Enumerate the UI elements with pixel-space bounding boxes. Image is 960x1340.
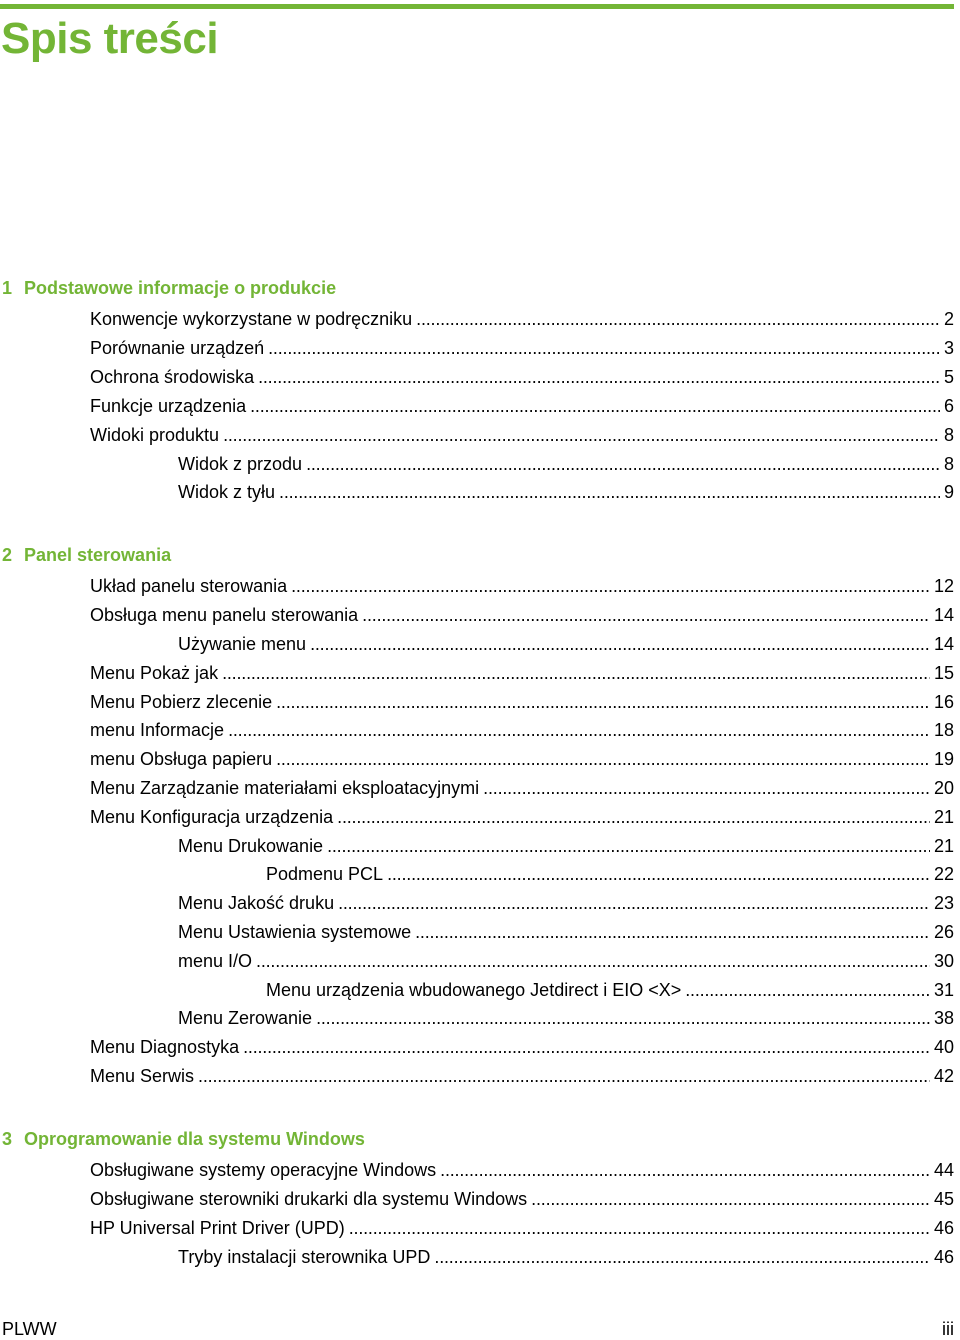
toc-entry[interactable] <box>266 863 954 885</box>
chapter-3-heading[interactable] <box>2 1128 365 1150</box>
dot-leader <box>223 424 940 446</box>
toc-entry-label: Obsługiwane systemy operacyjne Windows <box>90 1160 437 1180</box>
header-rule <box>0 4 954 9</box>
dot-leader <box>310 633 930 655</box>
toc-entry-page: 14 <box>933 605 954 625</box>
toc-entry-page: 8 <box>943 454 954 474</box>
dot-leader <box>387 863 930 885</box>
toc-entry-label: Widoki produktu <box>90 425 220 445</box>
toc-entry-page: 30 <box>933 951 954 971</box>
toc-entry-label: Menu urządzenia wbudowanego Jetdirect i EIO <X> <box>266 980 682 1000</box>
toc-entry-page: 18 <box>933 720 954 740</box>
chapter-title: Podstawowe informacje o produkcie <box>24 278 337 298</box>
toc-entry-page: 9 <box>943 482 954 502</box>
dot-leader <box>531 1188 930 1210</box>
toc-entry-label: menu I/O <box>178 951 253 971</box>
toc-entry-page: 21 <box>933 807 954 827</box>
toc-entry-label: menu Informacje <box>90 720 225 740</box>
toc-entry-label: HP Universal Print Driver (UPD) <box>90 1218 345 1238</box>
toc-entry-label: Widok z tyłu <box>178 482 276 502</box>
toc-entry[interactable] <box>178 892 954 914</box>
dot-leader <box>338 892 930 914</box>
toc-entry-label: Konwencje wykorzystane w podręczniku <box>90 309 413 329</box>
dot-leader <box>198 1065 930 1087</box>
toc-entry-page: 14 <box>933 634 954 654</box>
dot-leader <box>258 366 940 388</box>
toc-entry-page: 20 <box>933 778 954 798</box>
toc-entry-page: 15 <box>933 663 954 683</box>
toc-entry-label: Układ panelu sterowania <box>90 576 288 596</box>
footer-left: PLWW <box>2 1319 57 1339</box>
dot-leader <box>228 719 930 741</box>
toc-entry-page: 8 <box>943 425 954 445</box>
toc-entry-label: Menu Jakość druku <box>178 893 335 913</box>
dot-leader <box>276 748 930 770</box>
toc-entry-page: 45 <box>933 1189 954 1209</box>
dot-leader <box>327 835 930 857</box>
chapter-1-heading[interactable] <box>2 277 336 299</box>
toc-entry-page: 26 <box>933 922 954 942</box>
toc-entry[interactable] <box>90 1036 954 1058</box>
toc-entry[interactable] <box>90 395 954 417</box>
page-title: Spis treści <box>1 14 219 63</box>
dot-leader <box>250 395 940 417</box>
toc-entry[interactable] <box>90 719 954 741</box>
chapter-title: Oprogramowanie dla systemu Windows <box>24 1129 365 1149</box>
toc-entry-page: 46 <box>933 1247 954 1267</box>
toc-entry-label: Menu Pobierz zlecenie <box>90 692 273 712</box>
toc-entry[interactable] <box>90 575 954 597</box>
toc-entry-label: Menu Ustawienia systemowe <box>178 922 412 942</box>
toc-entry-page: 3 <box>943 338 954 358</box>
dot-leader <box>279 481 940 503</box>
toc-entry-label: Podmenu PCL <box>266 864 384 884</box>
toc-entry[interactable] <box>90 1159 954 1181</box>
toc-entry-page: 2 <box>943 309 954 329</box>
toc-entry[interactable] <box>178 950 954 972</box>
dot-leader <box>222 662 930 684</box>
toc-entry-page: 22 <box>933 864 954 884</box>
toc-entry[interactable] <box>90 604 954 626</box>
toc-entry[interactable] <box>90 424 954 446</box>
toc-entry-label: Używanie menu <box>178 634 307 654</box>
toc-entry[interactable] <box>90 777 954 799</box>
toc-entry-label: menu Obsługa papieru <box>90 749 273 769</box>
toc-entry[interactable] <box>90 308 954 330</box>
toc-entry-label: Menu Serwis <box>90 1066 195 1086</box>
toc-entry[interactable] <box>178 835 954 857</box>
toc-entry[interactable] <box>90 1065 954 1087</box>
dot-leader <box>685 979 930 1001</box>
toc-entry-page: 31 <box>933 980 954 1000</box>
toc-entry-page: 38 <box>933 1008 954 1028</box>
toc-entry[interactable] <box>178 1007 954 1029</box>
toc-entry-page: 23 <box>933 893 954 913</box>
dot-leader <box>306 453 940 475</box>
toc-entry-page: 21 <box>933 836 954 856</box>
toc-entry[interactable] <box>90 748 954 770</box>
dot-leader <box>243 1036 930 1058</box>
toc-entry[interactable] <box>90 1188 954 1210</box>
toc-entry[interactable] <box>90 806 954 828</box>
toc-entry-page: 6 <box>943 396 954 416</box>
dot-leader <box>415 921 930 943</box>
toc-entry[interactable] <box>266 979 954 1001</box>
toc-entry[interactable] <box>178 453 954 475</box>
chapter-number: 2 <box>2 545 13 565</box>
toc-entry-label: Widok z przodu <box>178 454 303 474</box>
toc-entry-label: Obsługa menu panelu sterowania <box>90 605 359 625</box>
dot-leader <box>362 604 930 626</box>
toc-entry-page: 46 <box>933 1218 954 1238</box>
dot-leader <box>434 1246 930 1268</box>
toc-entry[interactable] <box>90 366 954 388</box>
toc-entry-label: Funkcje urządzenia <box>90 396 247 416</box>
dot-leader <box>337 806 930 828</box>
toc-entry-page: 12 <box>933 576 954 596</box>
toc-entry-label: Menu Zarządzanie materiałami eksploatacyjnymi <box>90 778 480 798</box>
toc-entry-label: Menu Drukowanie <box>178 836 324 856</box>
toc-entry[interactable] <box>178 921 954 943</box>
chapter-number: 1 <box>2 278 13 298</box>
toc-entry-page: 19 <box>933 749 954 769</box>
dot-leader <box>440 1159 930 1181</box>
toc-entry-label: Menu Konfiguracja urządzenia <box>90 807 334 827</box>
toc-entry-page: 42 <box>933 1066 954 1086</box>
dot-leader <box>291 575 930 597</box>
dot-leader <box>276 691 930 713</box>
toc-entry-label: Menu Pokaż jak <box>90 663 219 683</box>
toc-entry[interactable] <box>90 691 954 713</box>
toc-entry-label: Ochrona środowiska <box>90 367 255 387</box>
toc-entry-label: Obsługiwane sterowniki drukarki dla systemu Windows <box>90 1189 528 1209</box>
toc-entry-label: Menu Zerowanie <box>178 1008 313 1028</box>
chapter-number: 3 <box>2 1129 13 1149</box>
toc-entry-label: Menu Diagnostyka <box>90 1037 240 1057</box>
dot-leader <box>349 1217 930 1239</box>
toc-entry-page: 44 <box>933 1160 954 1180</box>
toc-entry[interactable] <box>178 481 954 503</box>
page-number: iii <box>942 1319 954 1339</box>
chapter-title: Panel sterowania <box>24 545 172 565</box>
dot-leader <box>268 337 940 359</box>
toc-entry[interactable] <box>90 337 954 359</box>
dot-leader <box>483 777 930 799</box>
dot-leader <box>256 950 930 972</box>
toc-entry[interactable] <box>178 1246 954 1268</box>
toc-entry[interactable] <box>178 633 954 655</box>
toc-entry[interactable] <box>90 662 954 684</box>
toc-entry[interactable] <box>90 1217 954 1239</box>
toc-entry-label: Porównanie urządzeń <box>90 338 265 358</box>
chapter-2-heading[interactable] <box>2 544 171 566</box>
toc-entry-label: Tryby instalacji sterownika UPD <box>178 1247 431 1267</box>
toc-entry-page: 40 <box>933 1037 954 1057</box>
toc-entry-page: 16 <box>933 692 954 712</box>
dot-leader <box>316 1007 930 1029</box>
toc-entry-page: 5 <box>943 367 954 387</box>
dot-leader <box>416 308 940 330</box>
